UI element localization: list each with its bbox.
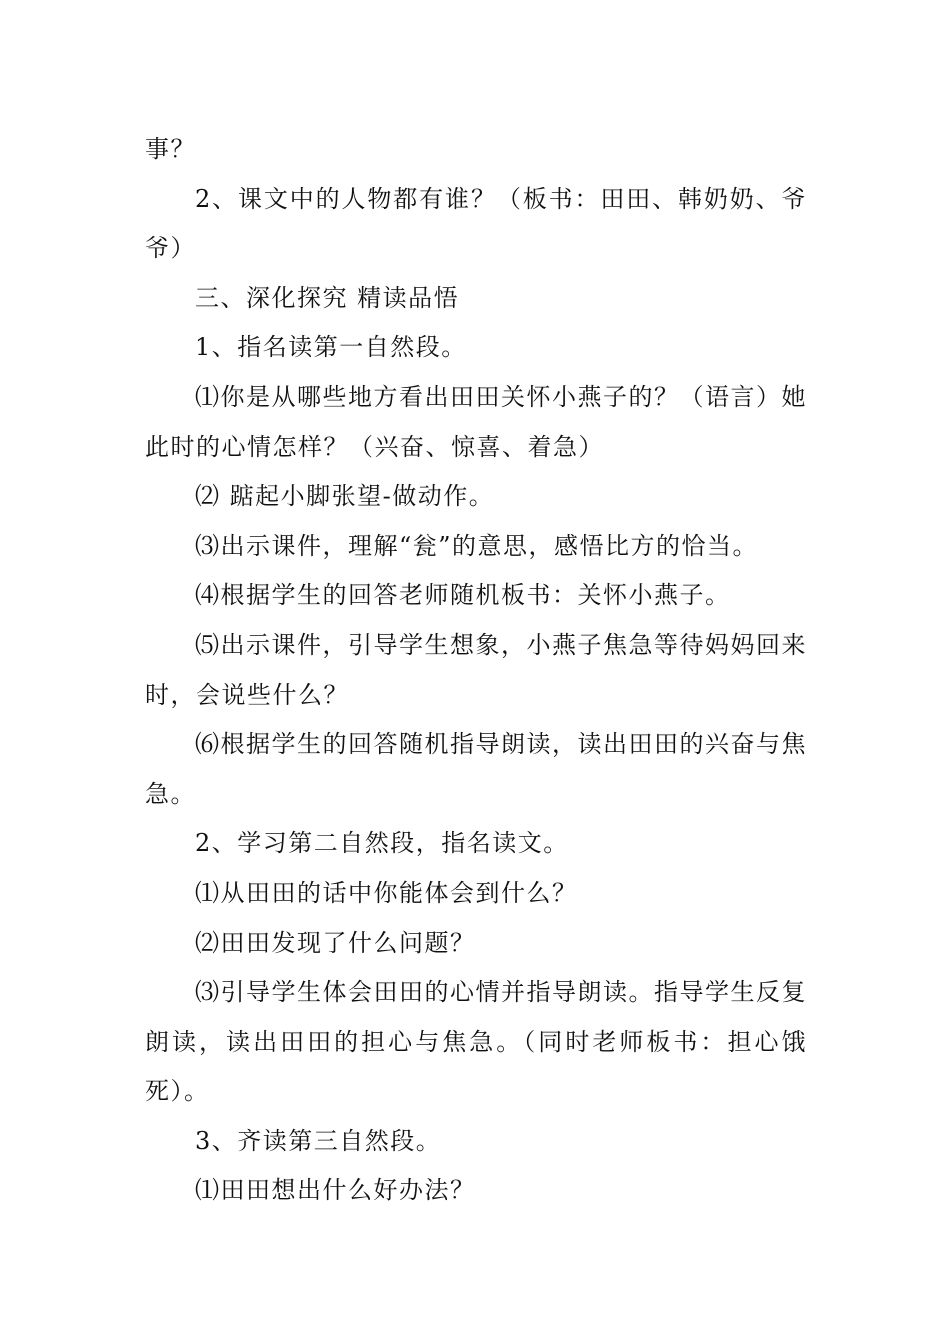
paragraph-step-2-2: ⑵田田发现了什么问题？ [195,928,476,957]
paragraph-step-3-1: ⑴田田想出什么好办法？ [195,1176,476,1205]
paragraph-step-1: 1、指名读第一自然段。 [195,333,467,362]
paragraph-step-2-1: ⑴从田田的话中你能体会到什么？ [195,878,578,907]
paragraph-step-2: 2、学习第二自然段，指名读文。 [195,829,569,858]
section-heading: 三、深化探究 精读品悟 [195,283,460,312]
paragraph-continuation: 事？ [145,135,196,163]
paragraph-step-1-6: ⑹根据学生的回答随机指导朗读，读出田田的兴奋与焦急。 [145,730,807,808]
paragraph-characters: 2、课文中的人物都有谁？（板书：田田、韩奶奶、爷爷） [145,184,807,263]
paragraph-step-1-1: ⑴你是从哪些地方看出田田关怀小燕子的？（语言）她此时的心情怎样？（兴奋、惊喜、着急） [145,382,807,461]
paragraph-step-3: 3、齐读第三自然段。 [195,1126,442,1155]
paragraph-step-1-2: ⑵ 踮起小脚张望-做动作。 [195,482,495,511]
paragraph-step-2-3: ⑶引导学生体会田田的心情并指导朗读。指导学生反复朗读，读出田田的担心与焦急。（同时老师板书：担心饿死）。 [145,978,807,1106]
document-body [145,125,807,1216]
paragraph-step-1-4: ⑷根据学生的回答老师随机板书：关怀小燕子。 [195,581,731,610]
paragraph-step-1-5: ⑸出示课件，引导学生想象，小燕子焦急等待妈妈回来时，会说些什么？ [145,630,807,709]
paragraph-step-1-3: ⑶出示课件，理解“瓮”的意思，感悟比方的恰当。 [195,531,759,560]
